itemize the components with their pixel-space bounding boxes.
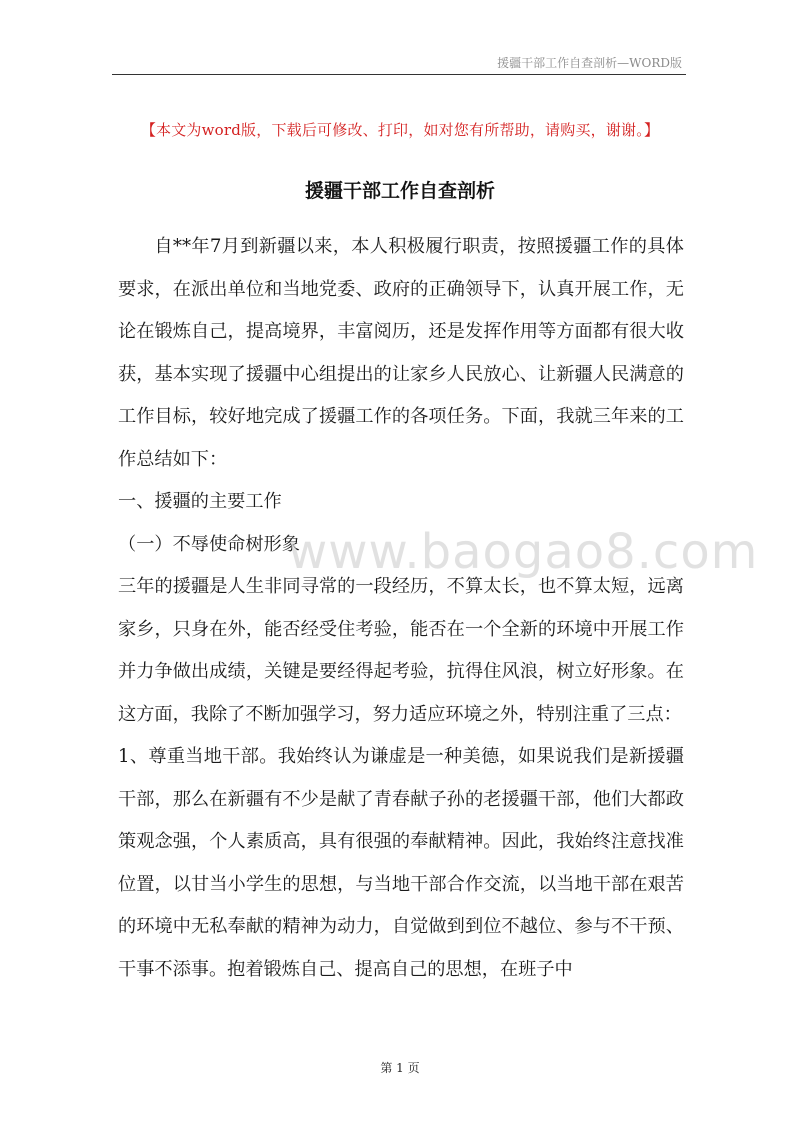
section-heading: 一、援疆的主要工作	[118, 491, 282, 512]
numbered-paragraph: 1、尊重当地干部。我始终认为谦虚是一种美德，如果说我们是新援疆干部，那么在新疆有不少是献了青春献子孙的老援疆干部，他们大都政策观念强，个人素质高，具有很强的奉献精神。因此，我始终注意找准位置，以甘当小学生的思想，与当地干部合作交流，以当地干部在艰苦的环境中无私奉献的精神为动力，自觉做到到位不越位、参与不干预、干事不添事。抱着锻炼自己、提高自己的思想，在班子中	[118, 746, 684, 980]
running-header: 援疆干部工作自查剖析—WORD版	[497, 56, 682, 70]
purchase-notice: 【本文为word版，下载后可修改、打印，如对您有所帮助，请购买，谢谢。】	[140, 121, 660, 139]
page-number: 第 1 页	[380, 1061, 420, 1075]
intro-paragraph: 自**年7月到新疆以来，本人积极履行职责，按照援疆工作的具体要求，在派出单位和当地党委、政府的正确领导下，认真开展工作，无论在锻炼自己，提高境界，丰富阅历，还是发挥作用等方面都有很大收获，基本实现了援疆中心组提出的让家乡人民放心、让新疆人民满意的工作目标，较好地完成了援疆工作的各项任务。下面，我就三年来的工作总结如下：	[118, 236, 684, 470]
document-title: 援疆干部工作自查剖析	[304, 180, 495, 202]
header-divider	[112, 74, 686, 75]
watermark: www.baogao8.com	[288, 524, 759, 580]
subsection-heading: （一）不辱使命树形象	[118, 533, 300, 555]
body-paragraph: 三年的援疆是人生非同寻常的一段经历，不算太长，也不算太短，远离家乡，只身在外，能否经受住考验，能否在一个全新的环境中开展工作并力争做出成绩，关键是要经得起考验，抗得住风浪，树立好形象。在这方面，我除了不断加强学习，努力适应环境之外，特别注重了三点：	[118, 576, 684, 725]
document-body	[118, 226, 684, 991]
